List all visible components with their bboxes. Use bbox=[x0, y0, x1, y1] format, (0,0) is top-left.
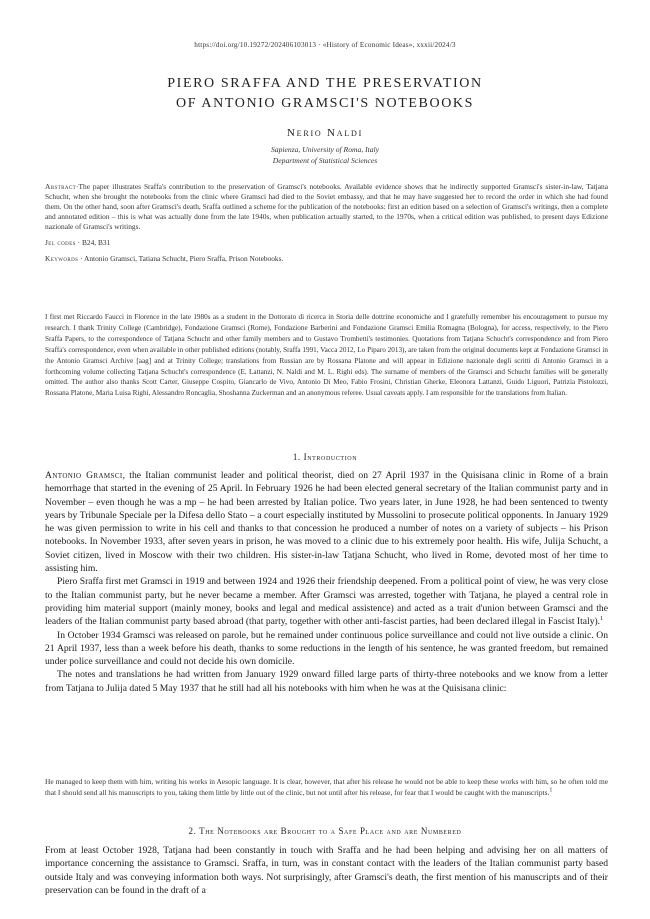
section-1-paragraph-3: In October 1934 Gramsci was released on parole, but he remained under continuous police surveillance and could not live outside a clinic. On 21 April 1937, less than a week before his death, thanks to some reductions in the length of his sentence, he was granted freedom, but remained under police surveillance and could not decide his own domicile. bbox=[45, 629, 608, 668]
section-1-paragraph-1: Antonio Gramsci, the Italian communist leader and political theorist, died on 27 April 1937 in the Quisisana clinic in Rome of a brain hemorrhage that started in the evening of 25 April. In February 1926 he had been elected general secretary of the Italian communist party and in November – even though he was a mp – he had been arrested by Italian police. Two years later, in June 1928, he had been sentenced to twenty years by Tribunale Speciale per la Difesa dello Stato – a court especially instituted by Mussolini to prosecute political opponents. In January 1929 he was given permission to write in his cell and thanks to that concession he produced a number of notes on a variety of subjects – his Prison notebooks. In November 1933, after seven years in prison, he was moved to a clinic due to his extremely poor health. His wife, Julija Schucht, a Soviet citizen, lived in Moscow with their two children. His sister-in-law Tatjana Schucht, who lived in Rome, devoted most of her time to assisting him. bbox=[45, 470, 608, 575]
keywords bbox=[45, 254, 608, 263]
section-1-paragraph-2: Piero Sraffa first met Gramsci in 1919 and between 1924 and 1926 their friendship deepened. From a political point of view, he was very close to the Italian communist party, but he never became a member. After Gramsci was arrested, together with Tatjana, he played a central role in providing him material support (mainly money, books and legal and medical assistence) and acted as a trait d'union between Gramsci and the leaders of the Italian communist party based abroad (that party, together with other anti-fascist parties, had been declared illegal in Fascist Italy).$^1$ bbox=[45, 576, 608, 628]
title-line-1: PIERO SRAFFA AND THE PRESERVATION bbox=[167, 76, 483, 91]
abstract-label: Abstract bbox=[45, 182, 77, 191]
affiliation-university: Sapienza, University of Roma, Italy bbox=[271, 145, 379, 154]
footnote-marker: 1 bbox=[600, 616, 604, 623]
keywords-text: · Antonio Gramsci, Tatiana Schucht, Piero Sraffa, Prison Notebooks. bbox=[78, 254, 284, 263]
running-head: https://doi.org/10.19272/202406103013 · «History of Economic Ideas», xxxii/2024/3 bbox=[194, 41, 456, 49]
jel-label: Jel codes bbox=[45, 238, 76, 247]
acknowledgement-note: I first met Riccardo Faucci in Florence in the late 1980s as a student in the Dottorato di ricerca in Storia delle dottrine economiche and I gratefully remember his encouragement to pursue my research. I thank Trinity College (Cambridge), Fondazione Gramsci (Rome), Fondazione Barberini and Fondazione Gramsci Emilia Romagna (Bologna), for access, respectively, to the Piero Sraffa Papers, to the correspondence of Tatjana Schucht and other family members and to Gustavo Trombetti's testimonies. Quotations from Tatjana Schucht's correspondence and from Piero Sraffa's correspondence, even when available in other published editions (notably, Sraffa 1991, Vacca 2012, Lo Piparo 2013), are taken from the original documents kept at Fondazione Gramsci in the Antonio Gramsci Archive [aag] and at Trinity College; translations from Russian are by Rossana Platone and will appear in Edizione nazionale degli scritti di Antonio Gramsci in a forthcoming volume collecting Tatjana Schucht's correspondence (E. Lattanzi, N. Naldi and M. L. Righi eds). The surname of members of the Gramsci and Schucht families will be generally omitted. The author also thanks Scott Carter, Giuseppe Cospito, Giancarlo de Vivo, Antonio Di Meo, Fabio Frosini, Christian Gherke, Eleonora Lattanzi, Guido Liguori, Patrizia Pistolozzi, Rossana Platone, Maria Luisa Righi, Alessandro Roncaglia, Shoshanna Zuckerman and an anonymous referee. Usual caveats apply. I am responsible for the translations from Italian. bbox=[45, 313, 608, 398]
author-affiliation bbox=[0, 144, 650, 166]
title-line-2: OF ANTONIO GRAMSCI'S NOTEBOOKS bbox=[175, 96, 475, 111]
section-2-paragraph-1: From at least October 1928, Tatjana had been constantly in touch with Sraffa and he had been helping and advising her on all matters of importance concerning the assistance to Gramsci. Sraffa, in turn, was in constant contact with the leaders of the Italian communist party based outside Italy and was conveying information both ways. Not surprisingly, after Gramsci's death, the first mention of his manuscripts and of their preservation can be found in the draft of a bbox=[45, 845, 608, 896]
section-1-paragraph-4: The notes and translations he had written from January 1929 onward filled large parts of thirty-three notebooks and we know from a letter from Tatjana to Julija dated 5 May 1937 that he still had all his notebooks with him when he was at the Quisisana clinic: bbox=[45, 669, 608, 694]
author-name: Nerio Naldi bbox=[286, 127, 364, 139]
paper-title bbox=[0, 74, 650, 114]
footnote-marker: 1 bbox=[549, 787, 553, 794]
section-1-heading: 1. Introduction bbox=[292, 452, 358, 462]
section-2-heading: 2. The Notebooks are Brought to a Safe Place and are Numbered bbox=[188, 826, 462, 836]
abstract-text: ·The paper illustrates Sraffa's contribution to the preservation of Gramsci's notebooks. Available evidence shows that he indirectly supported Gramsci's sister-in-law, Tatjana Schucht, when she brought the notebooks from the clinic where Gramsci had died to the Soviet embassy, and that he may have suggested her to record the order in which she had found them. On the other hand, soon after Gramsci's death, Sraffa outlined a scheme for the publication of the notebooks: first an edition based on a selection of Gramsci's writings, then a complete and annotated edition – this is what was actually done from the late 1940s, when publication actually started, to the 1970s, when a critical edition was published, to present days Edizione nazionale of Gramsci's writings. bbox=[45, 182, 608, 232]
abstract bbox=[45, 182, 608, 232]
affiliation-department: Department of Statistical Sciences bbox=[272, 156, 378, 165]
block-quote: He managed to keep them with him, writing his works in Aesopic language. It is clear, however, that after his release he would not be able to keep these works with him, so he often told me that I should send all his manuscripts to you, taking them little by little out of the clinic, but not until after his release, for fear that I would be caught with the manuscripts.$^1$ bbox=[45, 777, 608, 797]
section-2-body bbox=[45, 844, 608, 897]
lead-name: Antonio Gramsci bbox=[45, 470, 123, 481]
keywords-label: Keywords bbox=[45, 254, 79, 263]
jel-codes bbox=[45, 238, 608, 247]
section-1-body bbox=[45, 469, 608, 695]
jel-text: · B24, B31 bbox=[75, 238, 111, 247]
